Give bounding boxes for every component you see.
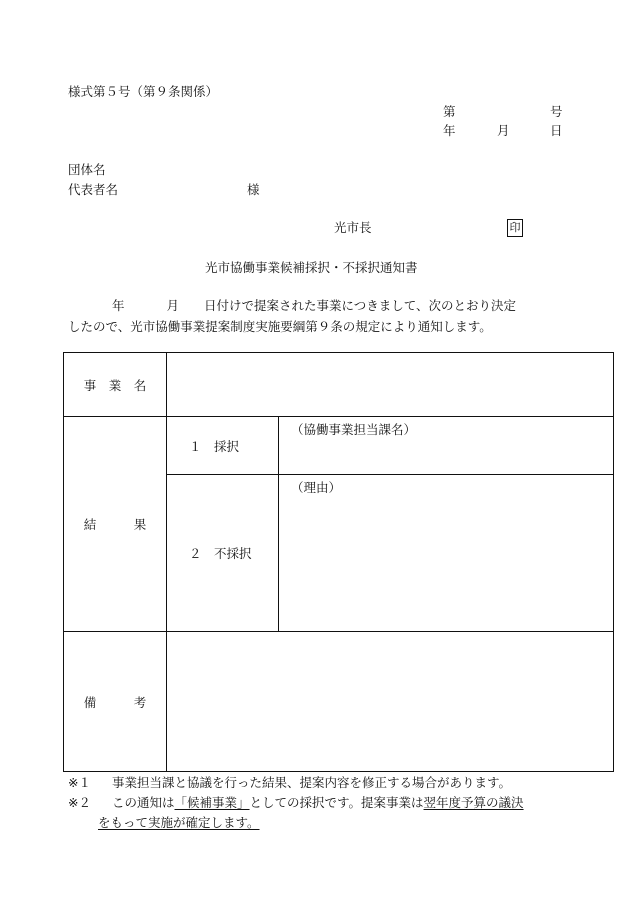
rep-label: 代表者名 — [68, 182, 119, 197]
footnote-2-text-b: 「候補事業」 — [174, 795, 250, 810]
body-line-1 — [68, 295, 568, 316]
footnote-2-text-c: としての採択です。提案事業は — [249, 795, 424, 810]
footnote-2-text-e: をもって実施が確定します。 — [98, 815, 260, 830]
footnote-2-text-d: 翌年度予算の議決 — [423, 795, 524, 810]
adopt-dept-hint: （協働事業担当課名） — [291, 422, 417, 437]
remarks-value[interactable] — [167, 632, 614, 772]
date-month: 月 — [497, 123, 510, 138]
date-day: 日 — [550, 123, 563, 138]
body-year: 年 — [112, 298, 125, 313]
result-table — [63, 352, 614, 772]
body-paragraph — [68, 295, 568, 337]
project-name-value[interactable] — [167, 353, 614, 417]
footnotes — [68, 773, 524, 833]
seal-stamp: 印 — [507, 219, 523, 237]
sender-title: 光市長 — [334, 220, 372, 235]
body-month: 月 — [166, 298, 180, 313]
doc-number-suffix: 号 — [550, 104, 563, 119]
footnote-1 — [68, 773, 524, 793]
doc-number-prefix: 第 — [443, 104, 456, 119]
reject-reason-hint: （理由） — [291, 480, 342, 495]
date-year: 年 — [443, 123, 456, 138]
footnote-2 — [68, 793, 524, 813]
project-name-label: 事 業 名 — [64, 353, 167, 417]
footnote-1-mark: ※１ — [68, 775, 91, 790]
body-line-2: したので、光市協働事業提案制度実施要綱第９条の規定により通知します。 — [68, 319, 492, 334]
option-reject[interactable]: ２ 不採択 — [167, 475, 279, 632]
footnote-1-text: 事業担当課と協議を行った結果、提案内容を修正する場合があります。 — [112, 775, 512, 790]
footnote-2-mark: ※２ — [68, 795, 91, 810]
honorific: 様 — [247, 182, 260, 197]
remarks-label: 備 考 — [64, 632, 167, 772]
document-title: 光市協働事業候補採択・不採択通知書 — [205, 260, 418, 275]
form-number: 様式第５号（第９条関係） — [68, 84, 219, 99]
footnote-2-continued — [68, 813, 524, 833]
org-label: 団体名 — [68, 162, 106, 177]
footnote-2-text-a: この通知は — [112, 795, 175, 810]
body-line1-rest: 日付けで提案された事業につきまして、次のとおり決定 — [204, 298, 517, 313]
result-label: 結 果 — [64, 417, 167, 632]
adopt-dept-field[interactable] — [279, 417, 614, 475]
reject-reason-field[interactable] — [279, 475, 614, 632]
option-adopt[interactable]: １ 採択 — [167, 417, 279, 475]
